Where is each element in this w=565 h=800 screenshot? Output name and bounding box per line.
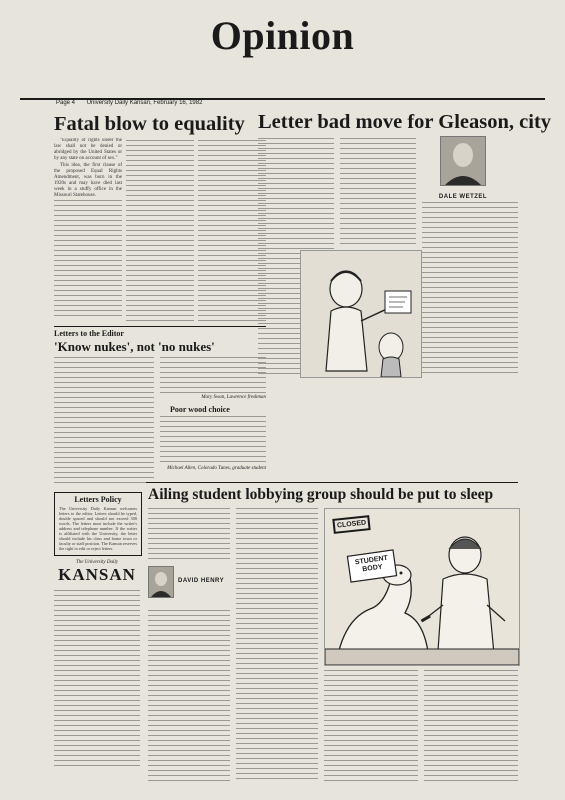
nameplate-title: KANSAN <box>58 565 136 584</box>
bottom-text-1 <box>148 508 230 560</box>
page-number: Page 4 <box>56 100 76 106</box>
poor-choice-signoff: Michael Allen, Colorado Tunes, graduate student <box>167 466 266 471</box>
editorial-column-2 <box>126 140 194 324</box>
letter-column-1 <box>54 357 154 483</box>
column-byline: DALE WETZEL <box>438 194 488 200</box>
masthead <box>0 0 565 106</box>
paper-dateline: University Daily Kansan, February 16, 1982 <box>86 100 203 106</box>
letters-policy-box <box>54 492 142 556</box>
bottom-text-3 <box>324 670 418 782</box>
bottom-text-1b <box>148 610 230 782</box>
letters-headline: 'Know nukes', not 'no nukes' <box>54 339 215 354</box>
nameplate-small: The University Daily <box>76 560 118 565</box>
column-text-2 <box>340 138 416 248</box>
cartoon-figures-icon <box>301 251 421 377</box>
portrait-icon <box>149 567 173 597</box>
cartoon-stamp: CLOSED <box>332 515 371 534</box>
columnist-photo <box>440 136 486 186</box>
editorial-column-1 <box>54 138 122 324</box>
portrait-icon <box>441 137 485 185</box>
text-lines <box>54 200 122 320</box>
editorial-headline: Fatal blow to equality <box>54 113 245 135</box>
letter-column-2 <box>160 357 266 393</box>
cartoon-scene-icon <box>325 509 519 665</box>
bottom-text-2 <box>236 508 318 782</box>
staff-listing <box>54 590 140 770</box>
poor-choice-text <box>160 416 266 464</box>
bottom-story-rule <box>146 482 518 483</box>
editorial-cartoon-top <box>300 250 422 378</box>
cartoon-sign: STUDENT BODY <box>354 554 389 574</box>
student-body-cartoon <box>324 508 520 666</box>
column-headline: Letter bad move for Gleason, city <box>258 111 552 133</box>
bottom-columnist-photo <box>148 566 174 598</box>
letters-section-title: Letters to the Editor <box>54 329 124 338</box>
editorial-lead: "Equality of rights under the law shall not be denied or abridged by the United States or by any state on account of sex." <box>54 138 122 161</box>
letter-signoff: Mary Swan, Lawrence freshman <box>201 395 266 400</box>
bottom-text-4 <box>424 670 518 782</box>
poor-choice-headline: Poor wood choice <box>170 405 230 414</box>
kansan-nameplate <box>54 560 140 586</box>
bottom-headline: Ailing student lobbying group should be put to sleep <box>148 486 494 503</box>
section-divider <box>54 326 266 327</box>
bottom-byline: DAVID HENRY <box>178 578 225 584</box>
editorial-paragraph: This idea, the first clause of the proposed Equal Rights Amendment, was born in the 1920s and may have died last week in a stuffy office in the Missouri Statehouse. <box>54 163 122 198</box>
letters-policy-title: Letters Policy <box>74 495 122 504</box>
page-meta <box>56 100 212 106</box>
letters-policy-text: The University Daily Kansan welcomes letters to the editor. Letters should be typed, double spaced and should not exceed 300 words. The letters must include the writer's address and telephone number. If the writer is affiliated with the University, the letter should include his class and home town or faculty or staff position. The Kansan reserves the right to edit or reject letters. <box>59 506 137 551</box>
column-text-4 <box>422 202 518 376</box>
editorial-column-3 <box>198 140 266 324</box>
page-title: Opinion <box>210 13 355 58</box>
